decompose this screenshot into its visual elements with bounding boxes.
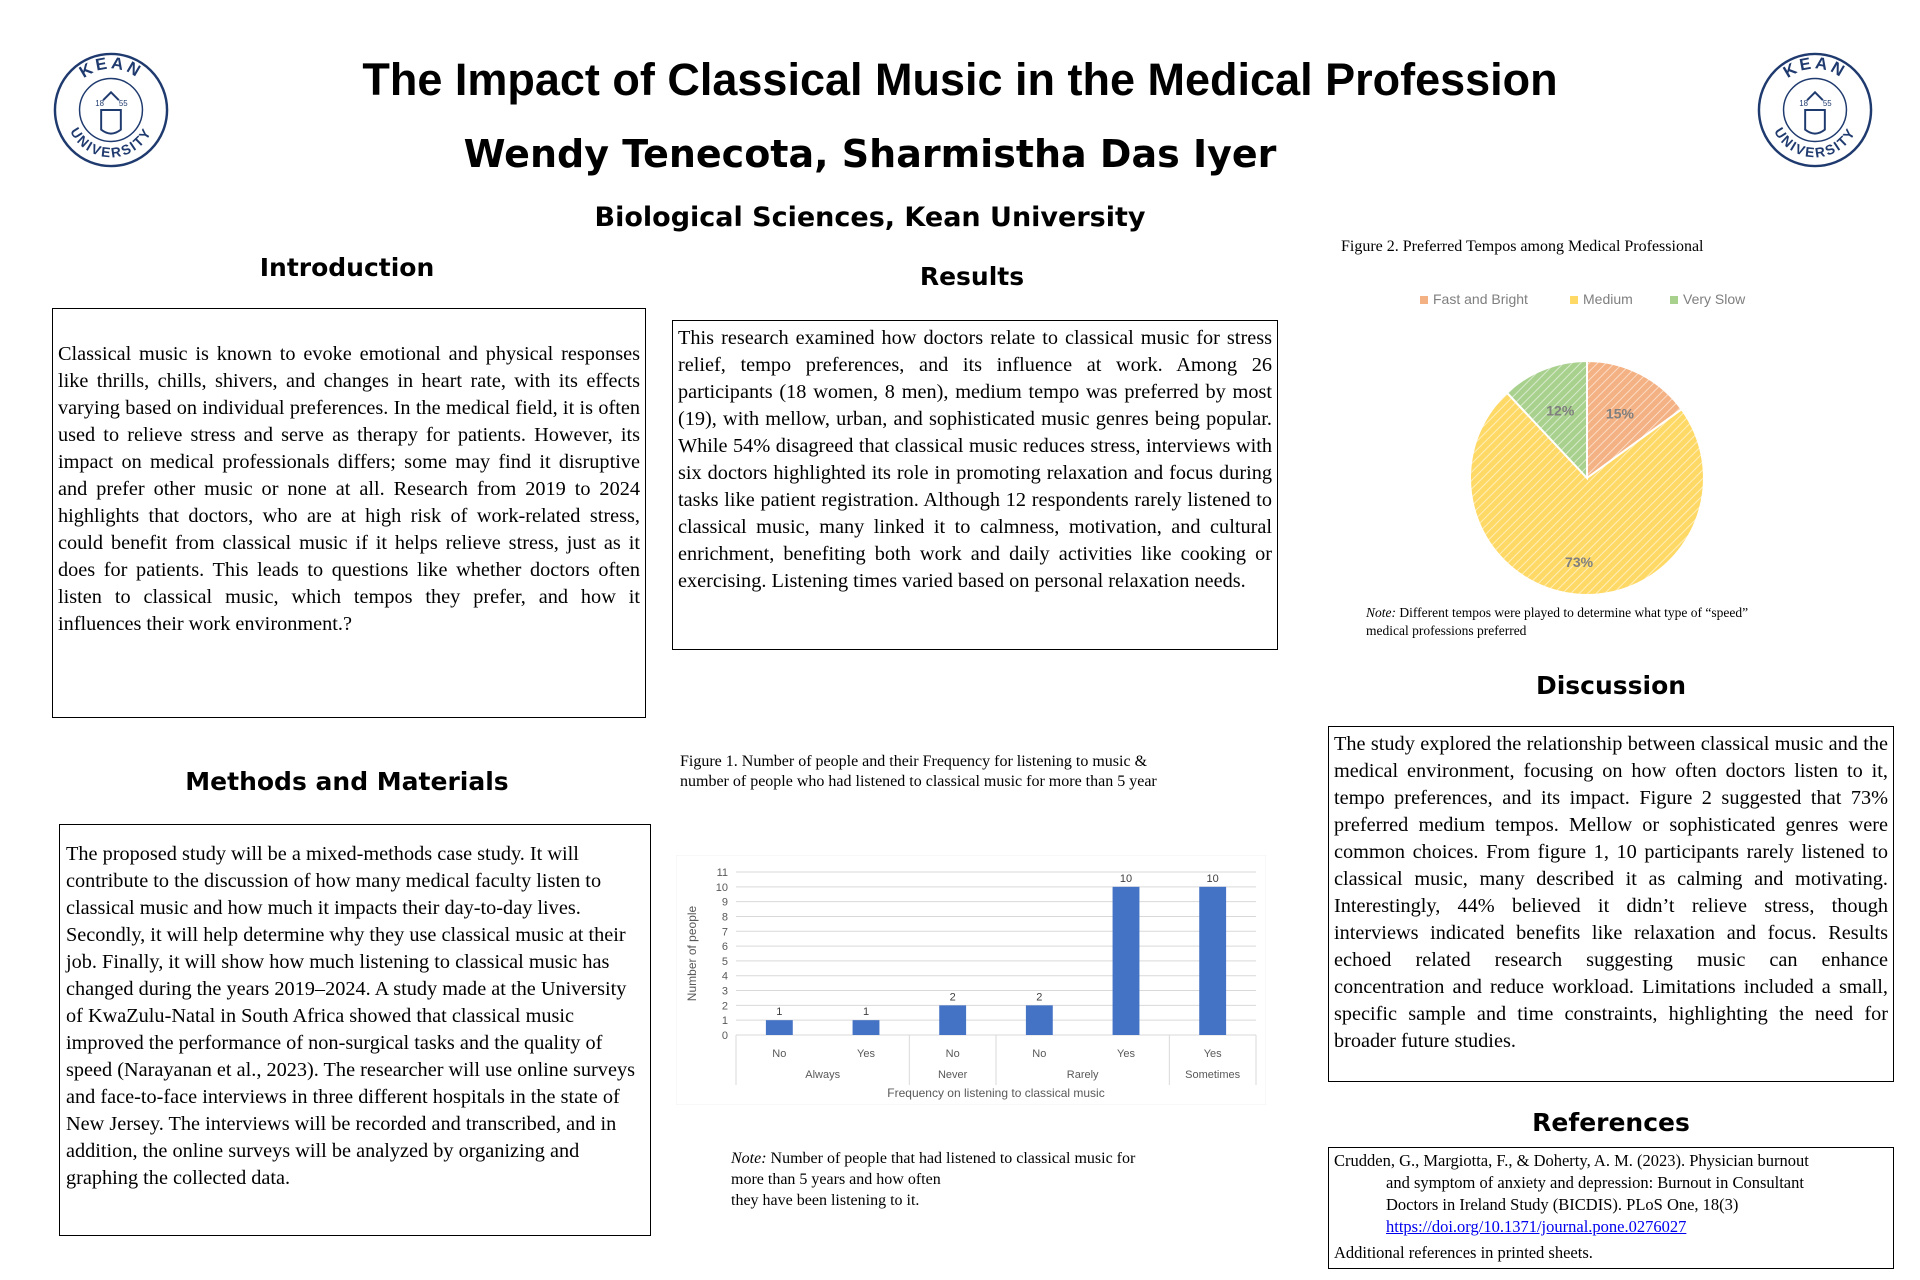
figure1-note-label: Note:: [731, 1150, 767, 1167]
reference-1-line2: and symptom of anxiety and depression: Burnout in Consultant: [1386, 1173, 1804, 1192]
bar: [939, 1005, 966, 1035]
bar: [1199, 887, 1226, 1035]
figure1-note-line3: they have been listening to it.: [731, 1192, 920, 1209]
svg-text:UNIVERSITY: [67, 125, 155, 161]
poster-title: The Impact of Classical Music in the Medical Profession: [362, 54, 1558, 105]
y-tick-label: 7: [721, 926, 728, 939]
figure1-caption: [680, 752, 1240, 792]
x-category-label: No: [945, 1048, 960, 1060]
y-tick-label: 2: [721, 1000, 728, 1013]
logo-text-bottom: UNIVERSITY: [1771, 124, 1859, 161]
x-group-label: Always: [805, 1069, 841, 1081]
logo-year-left: 18: [1799, 99, 1809, 109]
y-tick-label: 0: [721, 1030, 728, 1042]
logo-text-bottom: UNIVERSITY: [67, 124, 155, 161]
additional-references: Additional references in printed sheets.: [1334, 1243, 1593, 1262]
bar-data-label: 1: [776, 1006, 783, 1019]
x-category-label: No: [772, 1048, 787, 1060]
poster-affiliation: Biological Sciences, Kean University: [594, 202, 1146, 233]
legend-swatch: [1570, 296, 1578, 304]
reference-1-line1: Crudden, G., Margiotta, F., & Doherty, A. M. (2023). Physician burnout: [1334, 1151, 1809, 1170]
pie-data-label: 73%: [1565, 553, 1594, 570]
x-category-label: Yes: [857, 1048, 875, 1060]
references-box: [1328, 1147, 1894, 1269]
introduction-text: Classical music is known to evoke emotional and physical responses like thrills, chills, shivers, and changes in heart rate, with its effects varying based on individual preferences. In the medical field, it is often used to relieve stress and serve as therapy for patients. However, its impact on medical professionals differs; some may find it disruptive and prefer other music or none at all. Research from 2019 to 2024 highlights that doctors, who are at high risk of work-related stress, could benefit from classical music if it helps relieve stress, just as it does for patients. This leads to questions like whether doctors often listen to classical music, which tempos they prefer, and how it influences their work environment.?: [58, 343, 640, 635]
introduction-box: [52, 308, 646, 718]
bar: [1113, 887, 1140, 1035]
figure1-note-line1: Number of people that had listened to classical music for: [770, 1150, 1136, 1167]
kean-university-logo-left: [52, 51, 170, 169]
pie-data-label: 15%: [1605, 405, 1634, 422]
reference-1-link[interactable]: https://doi.org/10.1371/journal.pone.0276027: [1386, 1217, 1687, 1236]
legend-label: Medium: [1583, 291, 1633, 307]
y-tick-label: 9: [721, 896, 728, 909]
figure2-note-line1: Different tempos were played to determine what type of “speed”: [1399, 605, 1749, 620]
x-category-label: No: [1032, 1048, 1047, 1060]
x-category-label: Yes: [1203, 1048, 1222, 1060]
y-tick-label: 4: [721, 970, 728, 983]
discussion-heading: Discussion: [1535, 671, 1687, 700]
y-axis-title: Number of people: [685, 905, 699, 1002]
figure2-note-label: Note:: [1366, 605, 1396, 620]
bar: [766, 1020, 793, 1035]
x-axis-title: Frequency on listening to classical music: [887, 1086, 1105, 1100]
references-heading: References: [1532, 1108, 1690, 1137]
legend-label: Very Slow: [1683, 291, 1746, 307]
kean-university-logo-right: [1756, 51, 1874, 169]
bar-data-label: 10: [1206, 872, 1219, 885]
figure2-pie-chart: [1330, 282, 1850, 602]
x-group-label: Never: [937, 1069, 968, 1081]
logo-text-top: KEAN: [75, 53, 147, 82]
figure1-note-line2: more than 5 years and how often: [731, 1171, 941, 1188]
reference-1-line3: Doctors in Ireland Study (BICDIS). PLoS One, 18(3): [1386, 1195, 1739, 1214]
x-group-label: Sometimes: [1185, 1069, 1241, 1081]
legend-swatch: [1420, 296, 1428, 304]
x-category-label: Yes: [1117, 1048, 1135, 1060]
logo-year-right: 55: [1822, 99, 1832, 109]
bar-data-label: 2: [949, 991, 956, 1004]
y-tick-label: 5: [721, 955, 728, 968]
figure2-caption: Figure 2. Preferred Tempos among Medical Professional: [1341, 238, 1704, 255]
bar: [853, 1020, 880, 1035]
legend-swatch: [1670, 296, 1678, 304]
bar-data-label: 10: [1119, 872, 1133, 885]
logo-year-left: 18: [95, 99, 105, 109]
pie-data-label: 12%: [1546, 402, 1575, 419]
logo-text-top: KEAN: [1779, 53, 1851, 82]
results-heading: Results: [919, 262, 1025, 291]
figure2-note: [1366, 604, 1826, 640]
y-tick-label: 11: [716, 867, 728, 879]
poster-authors: Wendy Tenecota, Sharmistha Das Iyer: [463, 132, 1277, 176]
chart-background: [676, 855, 1266, 1105]
introduction-heading: Introduction: [259, 253, 435, 282]
bar-data-label: 2: [1036, 991, 1043, 1004]
y-tick-label: 1: [721, 1015, 728, 1028]
logo-year-right: 55: [118, 99, 128, 109]
y-tick-label: 8: [721, 911, 728, 924]
x-group-label: Rarely: [1066, 1069, 1099, 1081]
figure1-caption-line2: number of people who had listened to classical music for more than 5 year: [680, 773, 1157, 790]
discussion-text: The study explored the relationship between classical music and the medical environment, focusing on how often doctors listen to it, tempo preferences, and its impact. Figure 2 suggested that 73% preferred medium tempos. Mellow or sophisticated genres were common choices. From figure 1, 10 participants rarely listened to classical music, many described it as calming and motivating. Interestingly, 44% believed it didn’t relieve stress, though interviews indicated benefits like relaxation and focus. Results echoed related research suggesting music can enhance concentration and reduce workload. Limitations included a small, specific sample and time constraints, highlighting the need for broader future studies.: [1334, 733, 1888, 1052]
results-box: [672, 320, 1278, 650]
results-text: This research examined how doctors relate to classical music for stress relief, tempo preferences, and its influence at work. Among 26 participants (18 women, 8 men), medium tempo was preferred by most (19), with mellow, urban, and sophisticated music genres being popular. While 54% disagreed that classical music reduces stress, interviews with six doctors highlighted its role in promoting relaxation and focus during tasks like patient registration. Although 12 respondents rarely listened to classical music, many linked it to calmness, motivation, and cultural enrichment, benefiting both work and daily activities like cooking or exercising. Listening times varied based on personal relaxation needs.: [678, 327, 1272, 592]
figure1-bar-chart: [676, 855, 1266, 1105]
y-tick-label: 10: [715, 881, 728, 894]
legend-label: Fast and Bright: [1433, 291, 1528, 307]
discussion-box: [1328, 726, 1894, 1082]
y-tick-label: 3: [721, 985, 728, 998]
svg-text:UNIVERSITY: [1771, 125, 1859, 161]
bar: [1026, 1005, 1053, 1035]
figure2-note-line2: medical professions preferred: [1366, 623, 1527, 638]
figure1-note: [731, 1148, 1211, 1211]
y-tick-label: 6: [721, 941, 728, 954]
methods-text: The proposed study will be a mixed-methods case study. It will contribute to the discussion of how many medical faculty listen to classical music and how much it impacts their day-to-day lives. Secondly, it will help determine why they use classical music at their job. Finally, it will show how much listening to classical music has changed during the years 2019–2024. A study made at the University of KwaZulu-Natal in South Africa showed that classical music improved the performance of non-surgical tasks and the quality of speed (Narayanan et al., 2023). The researcher will use online surveys and face-to-face interviews in three different hospitals in the state of New Jersey. The interviews will be recorded and transcribed, and in addition, the online surveys will be analyzed by organizing and graphing the collected data.: [66, 843, 635, 1189]
methods-heading: Methods and Materials: [185, 767, 509, 796]
svg-text:KEAN: [1780, 53, 1850, 81]
svg-text:KEAN: [76, 53, 146, 81]
bar-data-label: 1: [862, 1006, 870, 1019]
methods-box: [59, 824, 651, 1236]
figure1-caption-line1: Figure 1. Number of people and their Frequency for listening to music &: [680, 753, 1148, 770]
